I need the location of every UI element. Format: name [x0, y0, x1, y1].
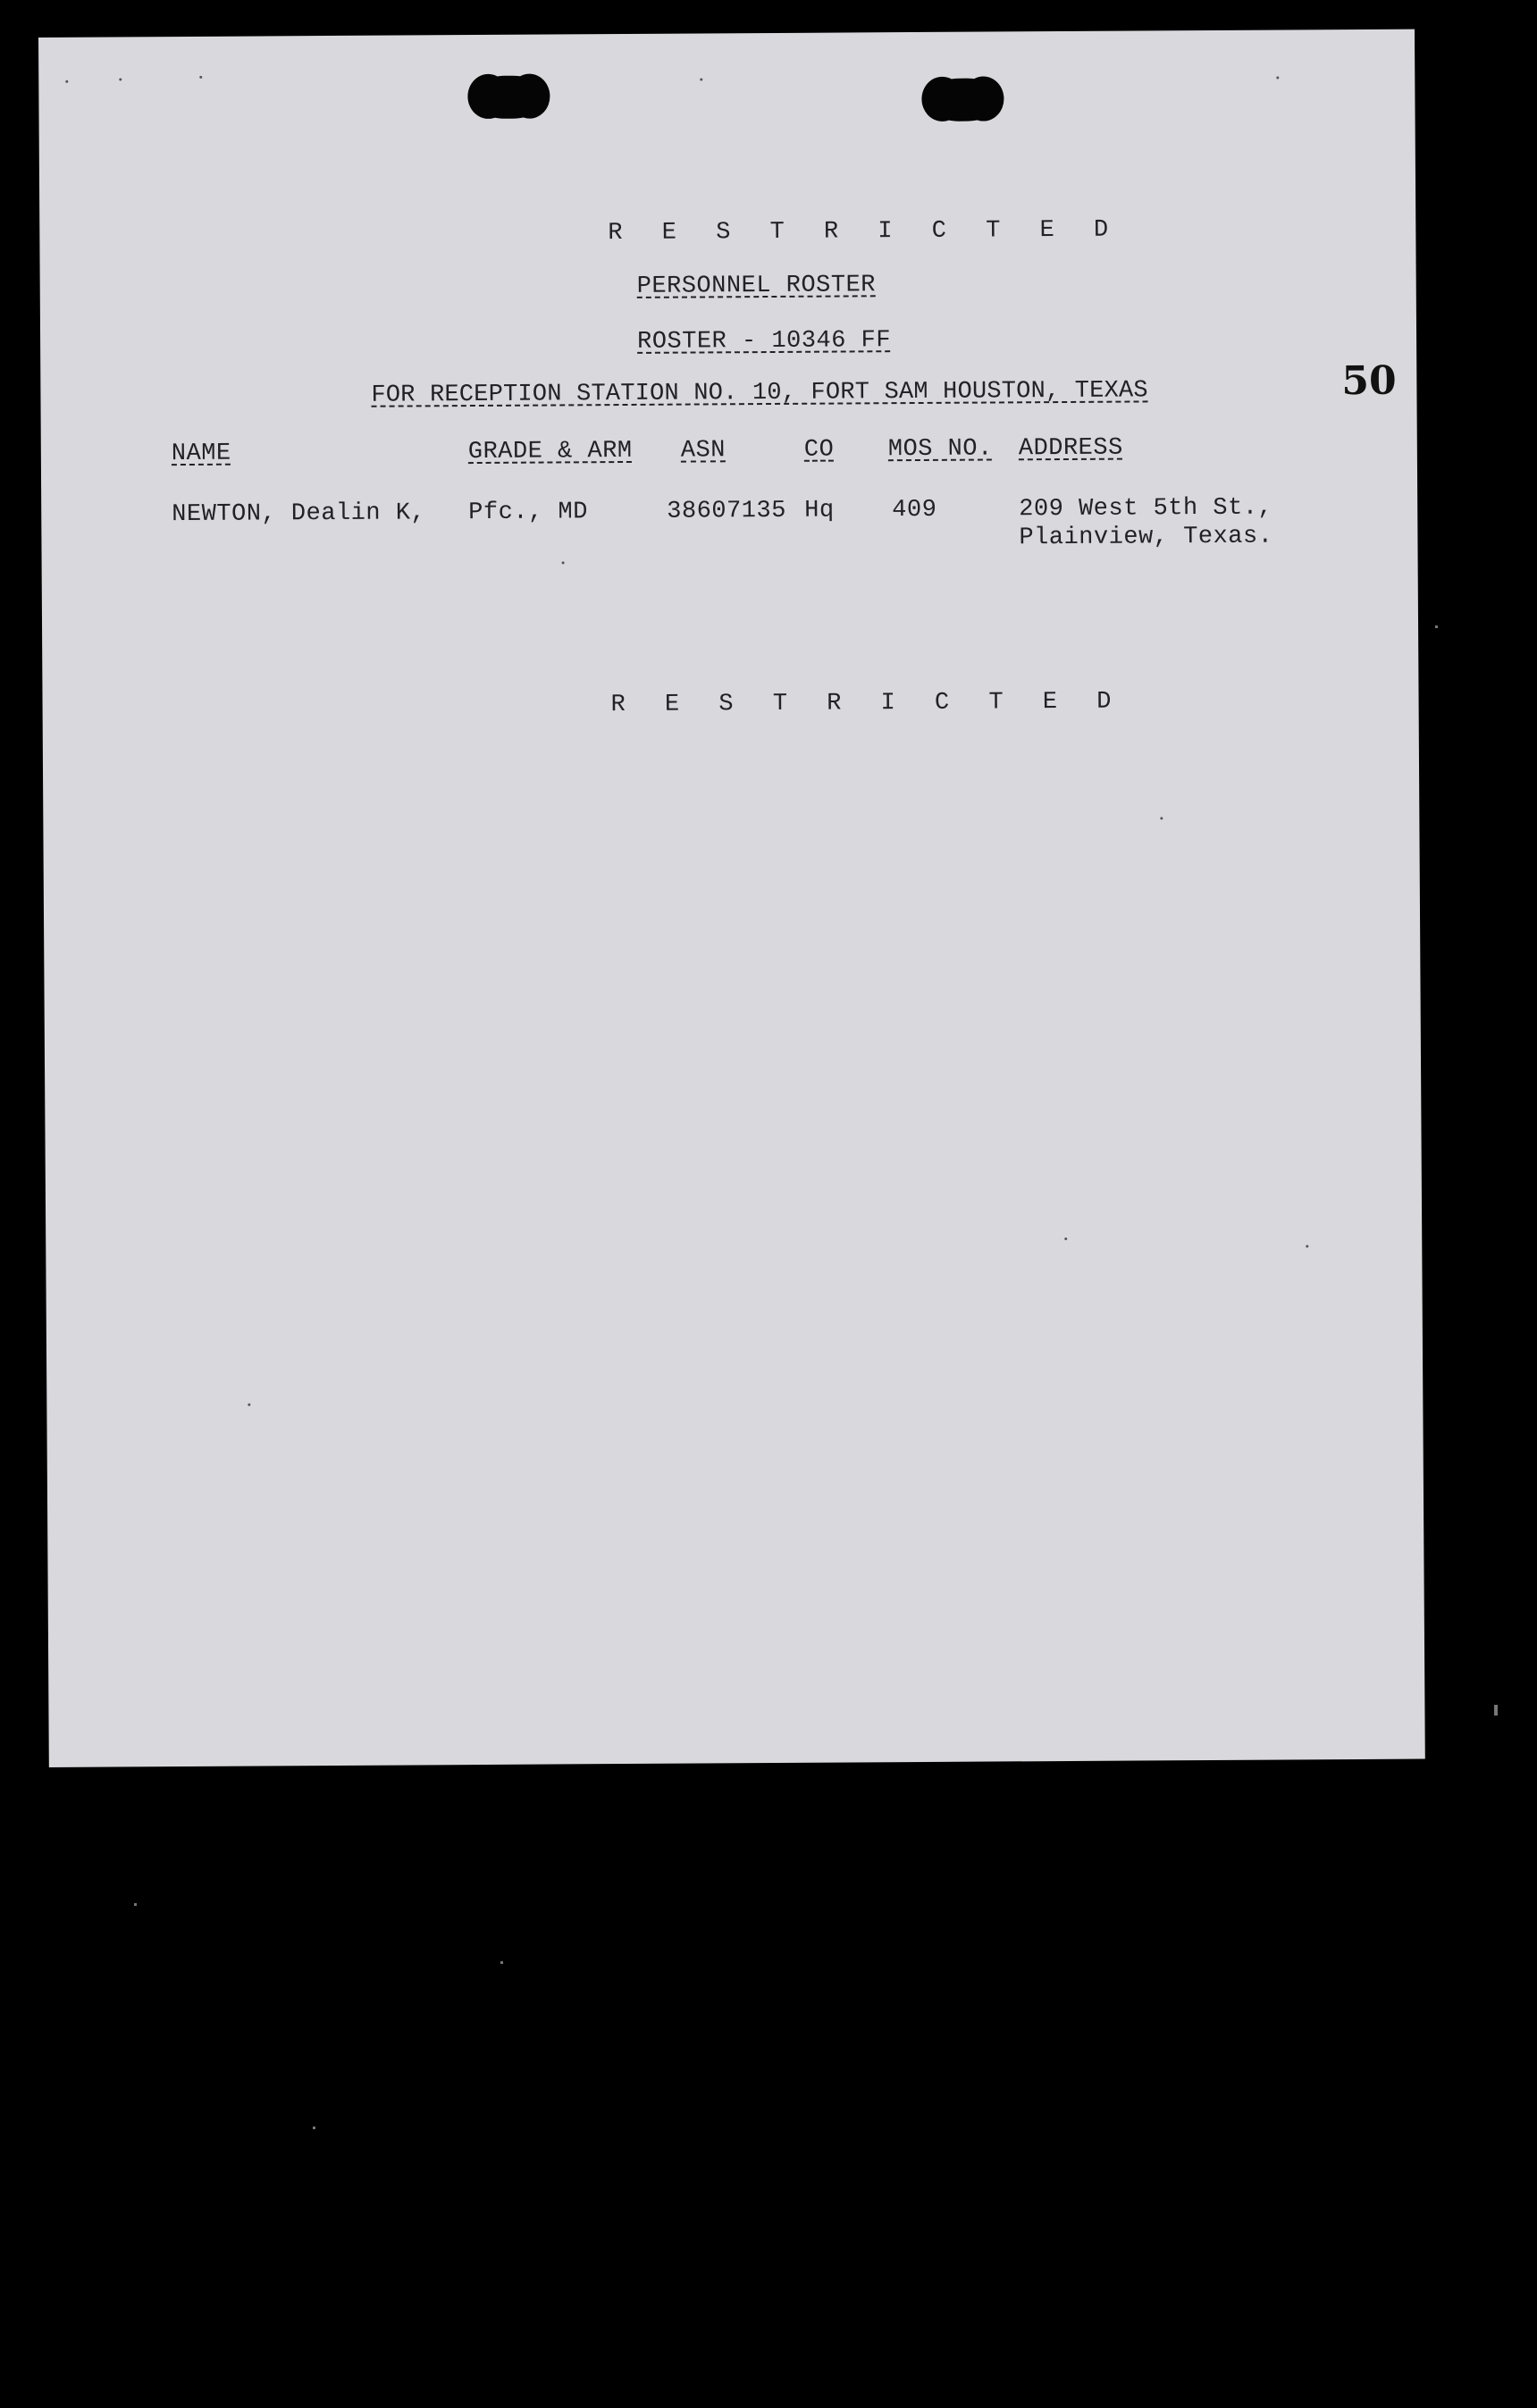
paper-speck	[119, 78, 122, 80]
paper-speck	[1064, 1238, 1067, 1240]
film-speck	[500, 1961, 503, 1964]
row-mos: 409	[892, 496, 937, 524]
punch-hole-left	[471, 76, 546, 120]
column-header-asn: ASN	[680, 437, 727, 465]
paper-speck	[199, 76, 202, 79]
paper-speck	[65, 80, 68, 83]
paper-speck	[562, 561, 565, 564]
document-page	[38, 29, 1425, 1767]
row-co: Hq	[804, 497, 835, 524]
restricted-header: R E S T R I C T E D	[608, 216, 1121, 248]
column-header-grade-arm: GRADE & ARM	[467, 437, 633, 466]
column-header-co: CO	[803, 436, 835, 464]
punch-hole-right	[925, 78, 1000, 122]
row-name: NEWTON, Dealin K,	[172, 499, 426, 529]
paper-speck	[700, 78, 702, 80]
film-speck	[1435, 625, 1438, 628]
roster-number: ROSTER - 10346 FF	[637, 327, 892, 356]
column-header-name: NAME	[171, 440, 231, 468]
column-header-mos: MOS NO.	[887, 435, 993, 464]
row-grade-arm: Pfc., MD	[468, 499, 588, 527]
film-speck	[134, 1903, 137, 1906]
paper-speck	[1276, 77, 1279, 80]
paper-speck	[1306, 1245, 1308, 1247]
column-header-address: ADDRESS	[1018, 434, 1123, 463]
row-asn: 38607135	[667, 497, 786, 525]
page-number: 50	[1341, 357, 1397, 405]
row-address-line2: Plainview, Texas.	[1019, 523, 1273, 552]
film-speck	[1494, 1705, 1498, 1716]
film-speck	[313, 2127, 315, 2129]
document-title: PERSONNEL ROSTER	[636, 272, 877, 300]
station-line: FOR RECEPTION STATION NO. 10, FORT SAM HOUSTON, TEXAS	[371, 377, 1148, 409]
row-address-line1: 209 West 5th St.,	[1019, 494, 1273, 524]
paper-speck	[1160, 817, 1163, 819]
restricted-footer: R E S T R I C T E D	[610, 688, 1124, 719]
paper-speck	[248, 1404, 250, 1406]
